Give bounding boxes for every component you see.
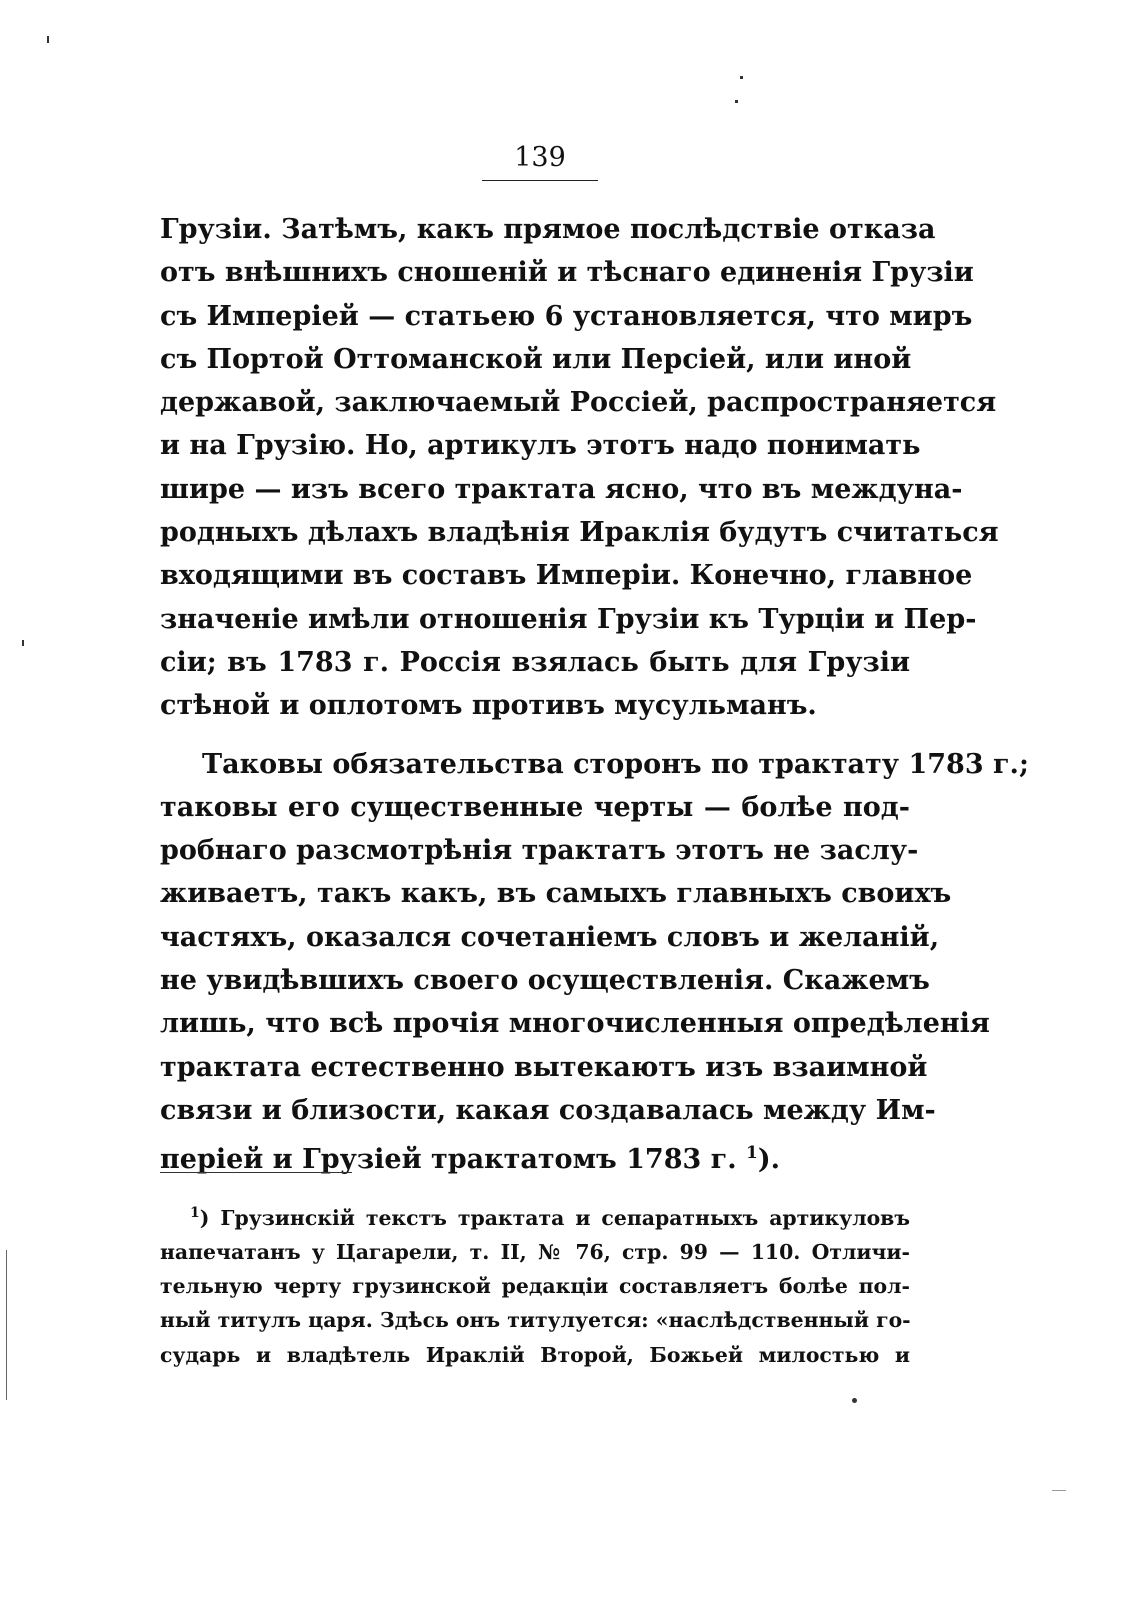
- scan-edge-line: [1052, 1490, 1066, 1491]
- scan-speck: [735, 100, 738, 103]
- text-line-with-footnote-ref: [160, 1132, 910, 1181]
- scan-speck: [740, 76, 743, 79]
- text-line: живаетъ, такъ какъ, въ самыхъ главныхъ своихъ: [160, 878, 952, 910]
- text-line: не увидѣвшихъ своего осуществленія. Скажемъ: [160, 965, 930, 997]
- text-line: отъ внѣшнихъ сношеній и тѣснаго единенія Грузіи: [160, 257, 974, 289]
- page-number-rule: [482, 180, 598, 181]
- footnote-line: напечатанъ у Цагарели, т. II, № 76, стр. 99 — 110. Отличи-: [160, 1240, 910, 1264]
- scan-edge-line: [6, 1250, 7, 1400]
- text-line: съ Портой Оттоманской или Персіей, или иной: [160, 343, 912, 375]
- scan-speck: [852, 1398, 857, 1403]
- footnote-line: тельную черту грузинской редакціи составляетъ болѣе пол-: [160, 1274, 910, 1299]
- footnote-reference[interactable]: 1: [746, 1143, 758, 1164]
- text-line: державой, заключаемый Россіей, распространяется: [160, 387, 997, 419]
- body-text: [160, 208, 1029, 1182]
- text-line: частяхъ, оказался сочетаніемъ словъ и желаній,: [160, 921, 940, 953]
- paragraph-gap: [160, 728, 910, 743]
- text-line: входящими въ составъ Имперіи. Конечно, главное: [160, 560, 973, 592]
- text-line: Грузіи. Затѣмъ, какъ прямое послѣдствіе отказа: [160, 214, 936, 245]
- footnote-line-with-marker: [160, 1196, 910, 1235]
- text-fragment: періей и Грузіей трактатомъ 1783 г.: [160, 1144, 737, 1176]
- scan-speck: [47, 36, 49, 43]
- footnote-marker: 1: [190, 1205, 200, 1221]
- text-line: значеніе имѣли отношенія Грузіи къ Турціи и Пер-: [160, 603, 977, 635]
- paragraph-1: [160, 208, 999, 728]
- footnote-separator: [160, 1172, 352, 1173]
- text-line: съ Имперіей — статьею 6 установляется, что миръ: [160, 300, 973, 332]
- text-line: Таковы обязательства сторонъ по трактату 1783 г.;: [202, 748, 1029, 780]
- footnote-line: сударь и владѣтель Ираклій Второй, Божьей милостью и: [160, 1342, 910, 1367]
- text-line: лишь, что всѣ прочія многочисленныя опредѣленія: [160, 1008, 990, 1040]
- footnote-line: ный титулъ царя. Здѣсь онъ титулуется: «наслѣдственный го-: [160, 1308, 911, 1333]
- text-line: робнаго разсмотрѣнія трактатъ этотъ не заслу-: [160, 835, 919, 867]
- footnote-text: Грузинскій текстъ трактата и сепаратныхъ артикуловъ: [220, 1205, 910, 1230]
- paragraph-2: [160, 743, 1029, 1182]
- text-line: стѣной и оплотомъ противъ мусульманъ.: [160, 690, 817, 722]
- scan-speck: [22, 640, 24, 646]
- text-line: трактата естественно вытекаютъ изъ взаимной: [160, 1051, 928, 1083]
- footnotes: [160, 1196, 910, 1372]
- page-number: 139: [514, 142, 566, 173]
- text-line: связи и близости, какая создавалась между Им-: [160, 1094, 936, 1126]
- text-line: родныхъ дѣлахъ владѣнія Ираклія будутъ считаться: [160, 517, 999, 549]
- text-line: таковы его существенные черты — болѣе под-: [160, 791, 910, 823]
- text-line: шире — изъ всего трактата ясно, что въ междуна-: [160, 473, 963, 505]
- text-line: и на Грузію. Но, артикулъ этотъ надо понимать: [160, 430, 921, 462]
- closing-punctuation: ).: [757, 1144, 781, 1176]
- footnote-marker-paren: ): [199, 1205, 210, 1230]
- text-line: сіи; въ 1783 г. Россія взялась быть для Грузіи: [160, 646, 910, 678]
